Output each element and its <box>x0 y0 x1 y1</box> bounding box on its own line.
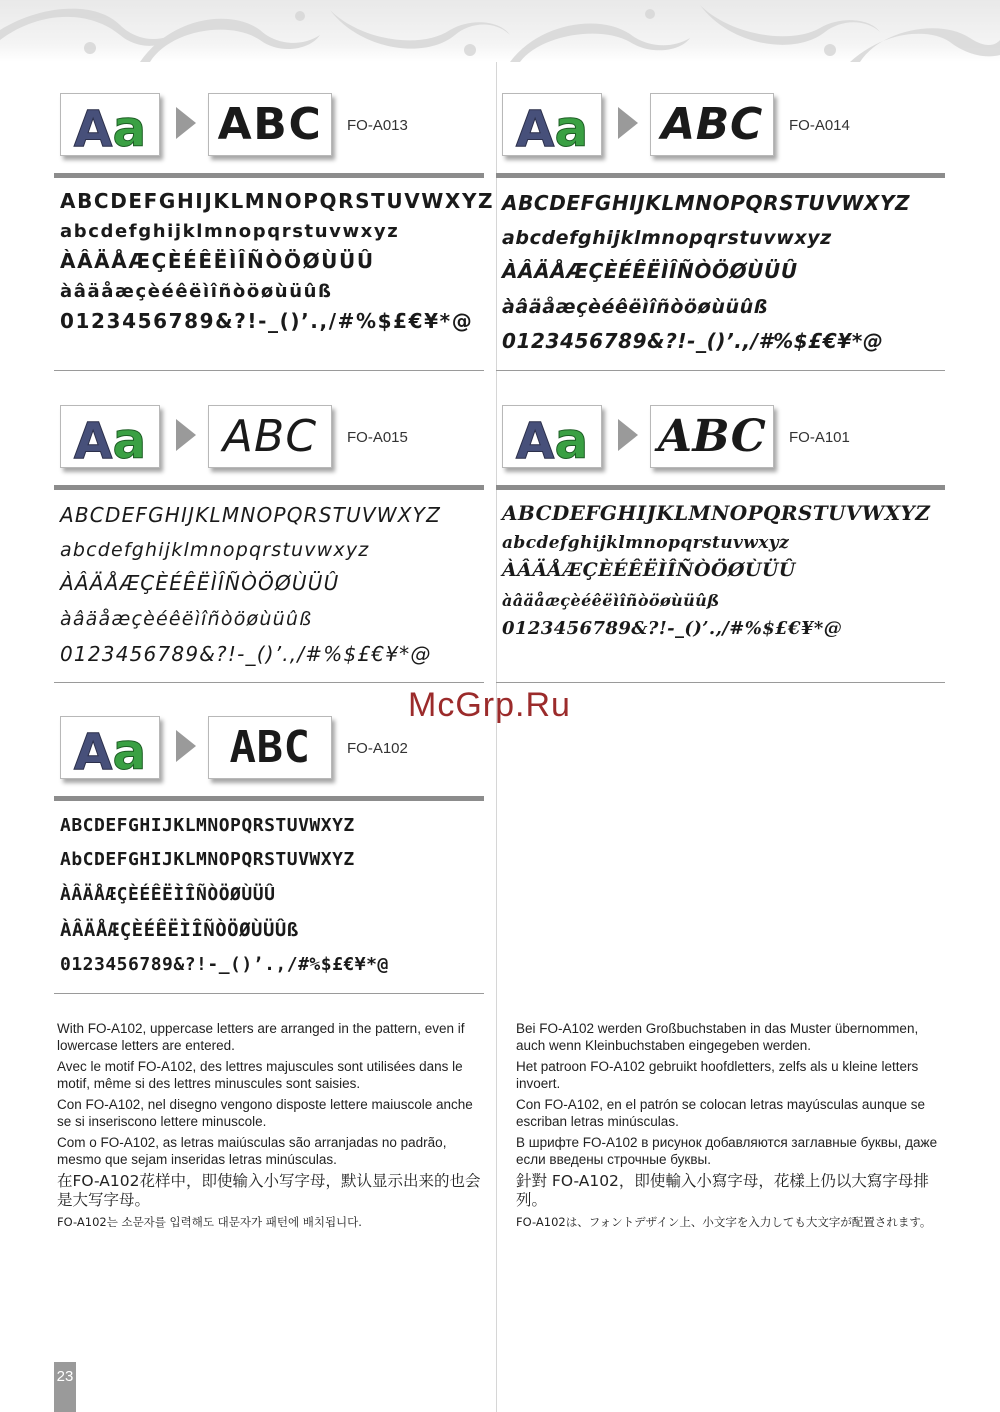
glyph-line-uppercase: ABCDEFGHIJKLMNOPQRSTUVWXYZ <box>60 189 495 213</box>
aa-sample-glyph <box>61 94 159 155</box>
svg-text:Aa: Aa <box>515 100 589 155</box>
decorative-header-banner <box>0 0 1000 62</box>
svg-text:Aa: Aa <box>73 723 147 778</box>
glyph-line-lowercase: abcdefghijklmnopqrstuvwxyz <box>60 221 400 242</box>
glyph-line-accented-lower: àâäåæçèéêëìîñòöøùüûß <box>60 281 333 302</box>
svg-text:Aa: Aa <box>73 100 147 155</box>
glyph-line-lowercase: abcdefghijklmnopqrstuvwxyz <box>60 539 370 561</box>
font-code: FO-A101 <box>789 429 850 446</box>
floral-ornament <box>0 0 1000 62</box>
glyph-line-accented-upper: ÀÂÄÅÆÇÈÉÊËÌÎÑÒÖØÙÜÛ <box>502 259 798 283</box>
note-nl: Het patroon FO-A102 gebruikt hoofdletters, zelfs als u kleine letters invoert. <box>516 1059 919 1091</box>
aa-sample-box <box>60 93 160 156</box>
font-code: FO-A102 <box>347 740 408 757</box>
font-panel-header <box>496 93 926 168</box>
note-it: Con FO-A102, nel disegno vengono disposte lettere maiuscole anche se si inseriscono lettere minuscole. <box>57 1097 473 1129</box>
notes-right-column <box>516 1020 944 1234</box>
glyph-line-symbols: 0123456789&?!-_()’.,/#%$£€¥*@ <box>60 642 432 666</box>
note-ja: FO-A102は、フォントデザイン上、小文字を入力しても大文字が配置されます。 <box>516 1215 932 1229</box>
note-zh-tw: 針對 FO-A102，即使輸入小寫字母，花樣上仍以大寫字母排列。 <box>516 1172 929 1209</box>
glyph-line-accented-upper: ÀÂÄÅÆÇÈÉÊËÌÎÑÒÖØÙÜÛ <box>60 249 375 273</box>
section-rule <box>496 173 945 178</box>
aa-sample-box <box>60 405 160 468</box>
arrow-right-icon <box>176 730 196 762</box>
glyph-line-uppercase: ABCDEFGHIJKLMNOPQRSTUVWXYZ <box>60 503 441 527</box>
abc-sample-box: ABC <box>208 716 332 779</box>
arrow-right-icon <box>176 419 196 451</box>
glyph-line-accented-upper: ÀÂÄÅÆÇÈÉÊËÌÎÑÒÖØÙÜÛ <box>502 559 796 581</box>
svg-text:Aa: Aa <box>515 412 589 467</box>
glyph-line-symbols: 0123456789&?!-_()’.,/#%$£€¥*@ <box>502 618 843 639</box>
section-bottom-rule <box>496 370 945 371</box>
abc-sample-box: ABC <box>208 93 332 156</box>
glyph-line-accented-lower: àâäåæçèéêëìîñòöøùüûß <box>60 608 313 630</box>
aa-sample-box <box>502 405 602 468</box>
glyph-line-lowercase: abcdefghijklmnopqrstuvwxyz <box>502 533 790 553</box>
glyph-line-symbols: 0123456789&?!-_()’.,/#%$£€¥*@ <box>60 309 474 333</box>
section-rule <box>54 485 484 490</box>
font-code: FO-A015 <box>347 429 408 446</box>
font-code: FO-A014 <box>789 117 850 134</box>
glyph-line-lowercase: abcdefghijklmnopqrstuvwxyz <box>502 227 832 249</box>
font-panel-header <box>54 405 484 480</box>
abc-sample-box: ABC <box>650 93 774 156</box>
note-es: Con FO-A102, en el patrón se colocan letras mayúsculas aunque se escriban letras minúsculas. <box>516 1097 925 1129</box>
notes-left-column <box>57 1020 485 1234</box>
glyph-line-uppercase: ABCDEFGHIJKLMNOPQRSTUVWXYZ <box>502 191 911 215</box>
section-rule <box>496 485 945 490</box>
abc-sample-box: ABC <box>208 405 332 468</box>
svg-text:Aa: Aa <box>73 412 147 467</box>
aa-sample-glyph <box>61 717 159 778</box>
note-ko: FO-A102는 소문자를 입력해도 대문자가 패턴에 배치됩니다. <box>57 1215 362 1229</box>
aa-sample-glyph <box>503 406 601 467</box>
section-bottom-rule <box>54 370 484 371</box>
section-bottom-rule <box>54 993 484 994</box>
abc-sample-box: ABC <box>650 405 774 468</box>
note-pt: Com o FO-A102, as letras maiúsculas são arranjadas no padrão, mesmo que sejam inseridas letras minúsculas. <box>57 1135 447 1167</box>
section-bottom-rule <box>496 682 945 683</box>
page-number: 23 <box>54 1362 76 1412</box>
arrow-right-icon <box>618 107 638 139</box>
arrow-right-icon <box>176 107 196 139</box>
font-panel-header <box>496 405 926 480</box>
watermark-text: McGrp.Ru <box>408 686 571 724</box>
note-de: Bei FO-A102 werden Großbuchstaben in das Muster übernommen, auch wenn Kleinbuchstaben eingegeben werden. <box>516 1021 919 1053</box>
glyph-line-accented-upper: ÀÂÄÅÆÇÈÉÊËÌÎÑÒÖØÙÜÛ <box>60 884 276 905</box>
aa-sample-glyph <box>503 94 601 155</box>
column-divider <box>496 62 497 1412</box>
font-panel-header <box>54 93 484 168</box>
note-fr: Avec le motif FO-A102, des lettres majuscules sont utilisées dans le motif, même si des lettres minuscules sont saisies. <box>57 1059 463 1091</box>
glyph-line-lowercase: AbCDEFGHIJKLMNOPQRSTUVWXYZ <box>60 849 355 870</box>
section-rule <box>54 173 484 178</box>
aa-sample-box <box>502 93 602 156</box>
glyph-line-accented-lower: ÀÂÄÅÆÇÈÉÊËÌÎÑÒÖØÙÜÛß <box>60 919 299 941</box>
section-bottom-rule <box>54 682 484 683</box>
arrow-right-icon <box>618 419 638 451</box>
note-ru: В шрифте FO-A102 в рисунок добавляются заглавные буквы, даже если введены строчные буквы. <box>516 1135 938 1167</box>
font-panel-header <box>54 716 484 791</box>
glyph-line-accented-upper: ÀÂÄÅÆÇÈÉÊËÌÎÑÒÖØÙÜÛ <box>60 571 340 595</box>
note-en: With FO-A102, uppercase letters are arranged in the pattern, even if lowercase letters are entered. <box>57 1021 465 1053</box>
glyph-line-accented-lower: àâäåæçèéêëìîñòöøùüûß <box>502 296 768 318</box>
font-code: FO-A013 <box>347 117 408 134</box>
glyph-line-symbols: 0123456789&?!-_()’.,/#%$£€¥*@ <box>60 954 389 975</box>
section-rule <box>54 796 484 801</box>
note-zh-cn: 在FO-A102花样中，即使输入小写字母，默认显示出来的也会是大写字母。 <box>57 1172 481 1209</box>
aa-sample-box <box>60 716 160 779</box>
aa-sample-glyph <box>61 406 159 467</box>
glyph-line-uppercase: ABCDEFGHIJKLMNOPQRSTUVWXYZ <box>502 501 931 525</box>
glyph-line-accented-lower: àâäåæçèéêëìîñòöøùüûß <box>502 591 720 610</box>
glyph-line-uppercase: ABCDEFGHIJKLMNOPQRSTUVWXYZ <box>60 815 355 836</box>
glyph-line-symbols: 0123456789&?!-_()’.,/#%$£€¥*@ <box>502 329 884 353</box>
